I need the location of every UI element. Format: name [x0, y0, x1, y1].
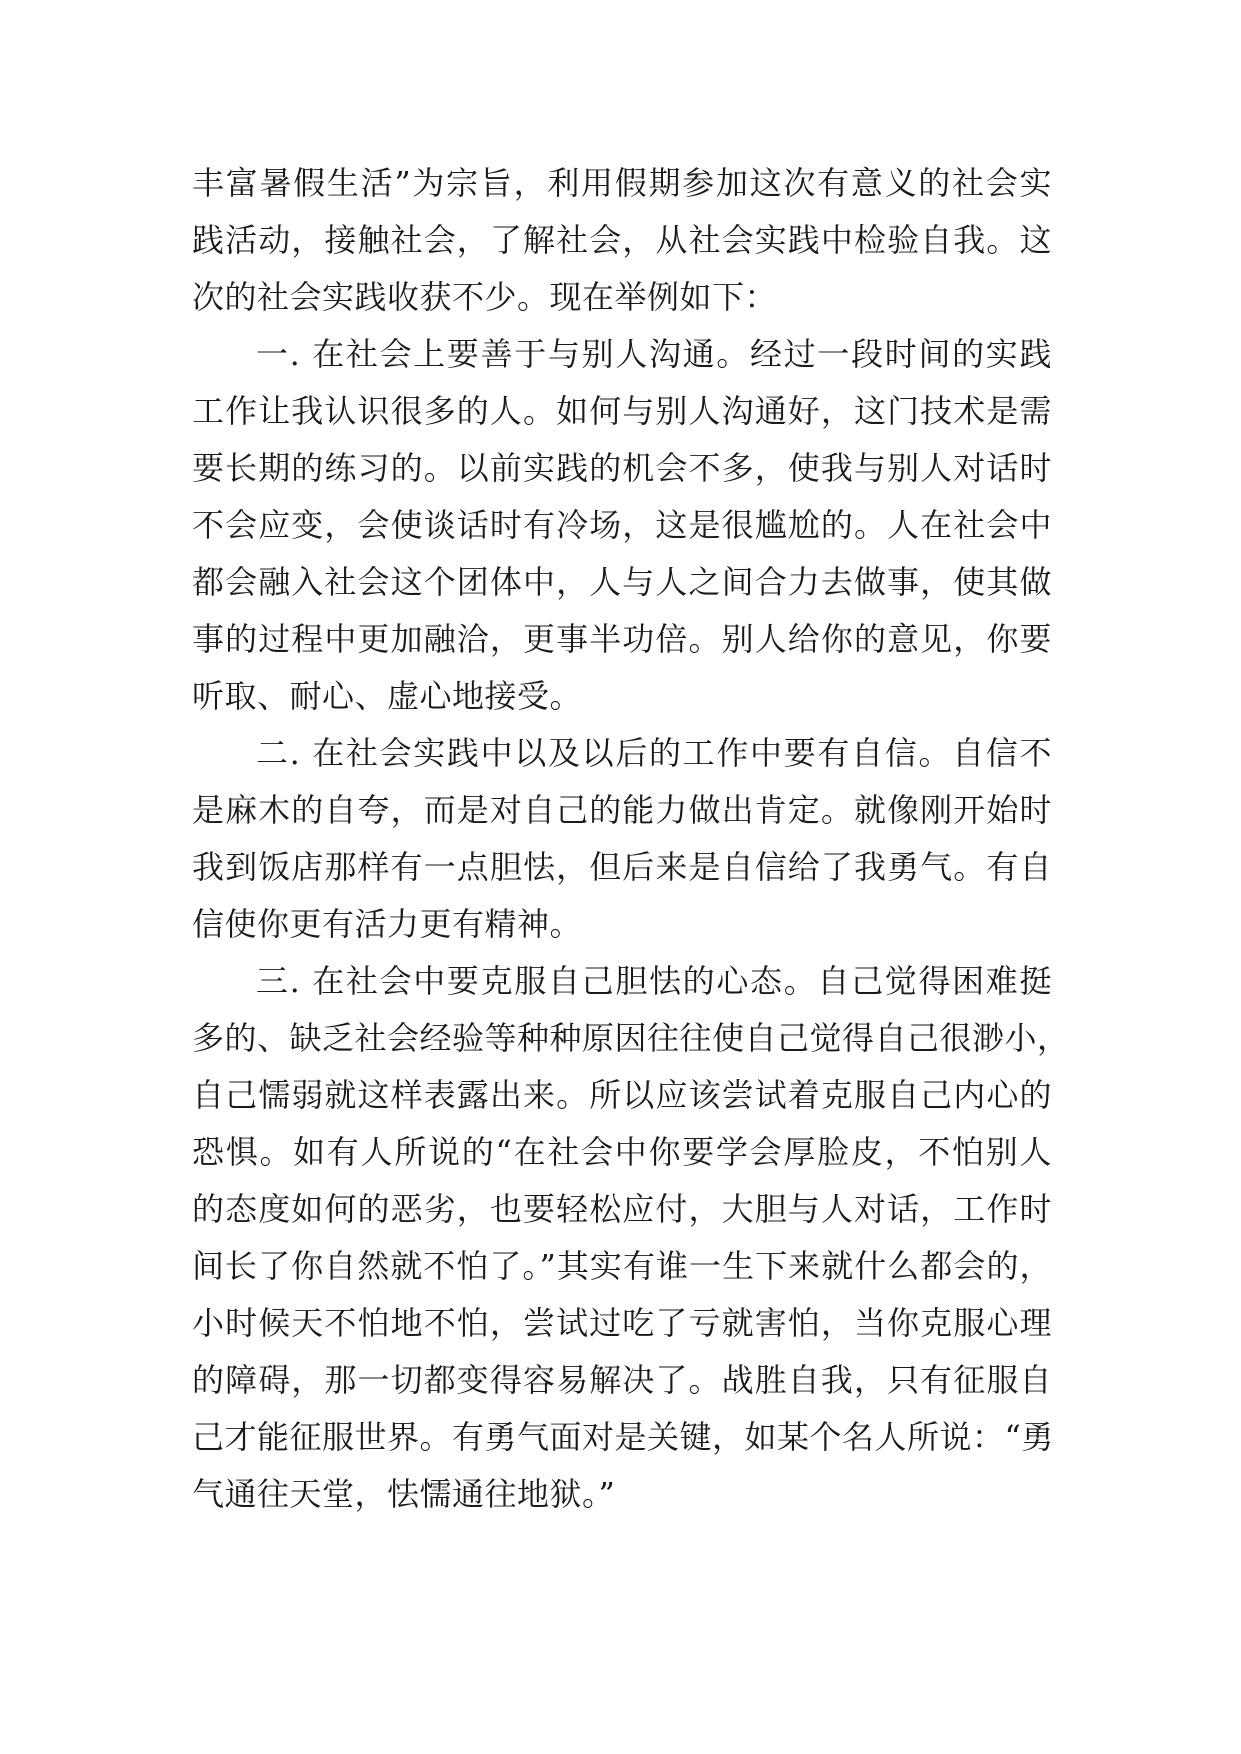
text-line: 我到饭店那样有一点胆怯，但后来是自信给了我勇气。有自 [192, 848, 1052, 886]
text-line: 丰富暑假生活”为宗旨，利用假期参加这次有意义的社会实 [192, 164, 1052, 202]
text-line: 三. 在社会中要克服自己胆怯的心态。自己觉得困难挺 [256, 962, 1052, 1000]
body-text [192, 155, 1070, 1523]
text-line: 多的、缺乏社会经验等种种原因往往使自己觉得自己很渺小， [192, 1019, 1070, 1057]
text-line: 不会应变，会使谈话时有冷场，这是很尴尬的。人在社会中 [192, 506, 1052, 544]
text-line: 小时候天不怕地不怕，尝试过吃了亏就害怕，当你克服心理 [192, 1304, 1052, 1342]
text-line: 都会融入社会这个团体中，人与人之间合力去做事，使其做 [192, 563, 1052, 601]
text-line: 间长了你自然就不怕了。”其实有谁一生下来就什么都会的， [192, 1247, 1052, 1285]
text-line: 气通往天堂，怯懦通往地狱。” [192, 1475, 616, 1513]
text-line: 践活动，接触社会，了解社会，从社会实践中检验自我。这 [192, 221, 1052, 259]
text-line: 一. 在社会上要善于与别人沟通。经过一段时间的实践 [256, 335, 1052, 373]
text-line: 事的过程中更加融洽，更事半功倍。别人给你的意见，你要 [192, 620, 1052, 658]
text-line: 恐惧。如有人所说的“在社会中你要学会厚脸皮，不怕别人 [192, 1133, 1052, 1171]
text-line: 听取、耐心、虚心地接受。 [192, 677, 583, 715]
text-line: 信使你更有活力更有精神。 [192, 905, 583, 943]
text-line: 的态度如何的恶劣，也要轻松应付，大胆与人对话，工作时 [192, 1190, 1052, 1228]
text-line: 的障碍，那一切都变得容易解决了。战胜自我，只有征服自 [192, 1361, 1052, 1399]
text-line: 二. 在社会实践中以及以后的工作中要有自信。自信不 [256, 734, 1052, 772]
text-line: 自己懦弱就这样表露出来。所以应该尝试着克服自己内心的 [192, 1076, 1052, 1114]
text-line: 工作让我认识很多的人。如何与别人沟通好，这门技术是需 [192, 392, 1052, 430]
text-line: 次的社会实践收获不少。现在举例如下： [192, 278, 778, 316]
text-line: 己才能征服世界。有勇气面对是关键，如某个名人所说：“勇 [192, 1418, 1054, 1456]
text-line: 是麻木的自夸，而是对自己的能力做出肯定。就像刚开始时 [192, 791, 1052, 829]
text-line: 要长期的练习的。以前实践的机会不多，使我与别人对话时 [192, 449, 1052, 487]
